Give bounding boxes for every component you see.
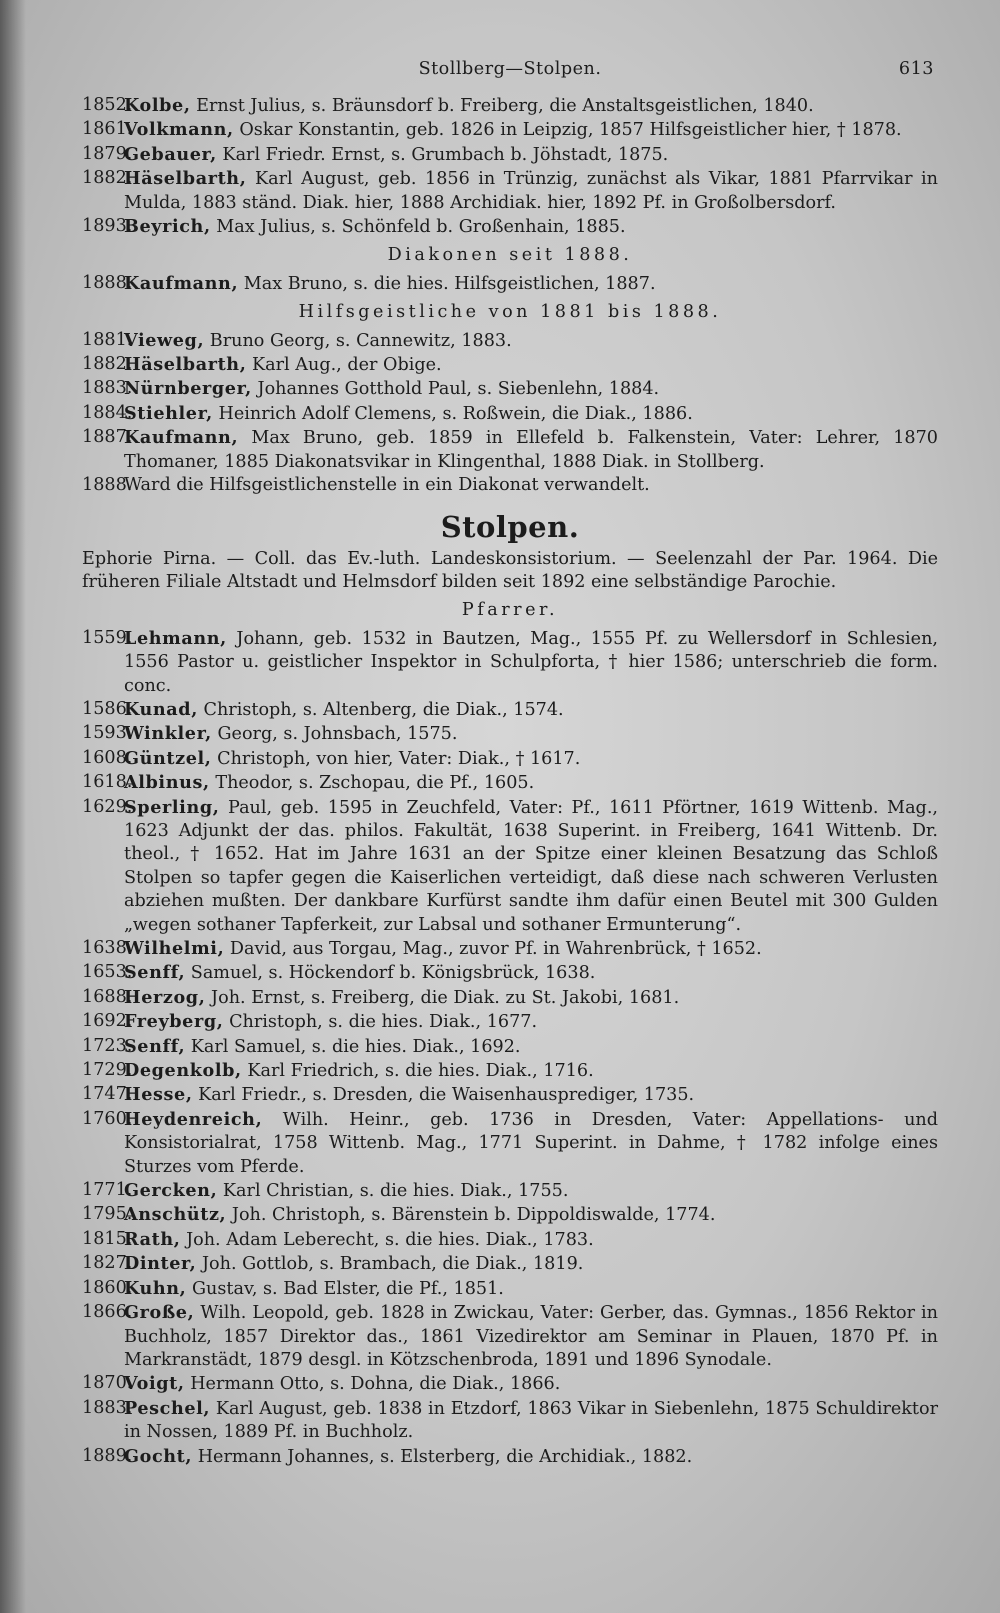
- entry-year: 1559.: [82, 627, 133, 648]
- entry-name: Vieweg,: [124, 329, 205, 351]
- entry-text: Samuel, s. Höckendorf b. Königsbrück, 1638.: [190, 963, 596, 984]
- entry-year: 1747.: [82, 1084, 133, 1105]
- entry-name: Kuhn,: [124, 1277, 187, 1299]
- entry-text: Max Bruno, geb. 1859 in Ellefeld b. Falkenstein, Vater: Lehrer, 1870 Thomaner, 1885 Diakonatsvikar in Klingenthal, 1888 Diak. in Stollberg.: [124, 428, 938, 472]
- entry-name: Herzog,: [124, 986, 206, 1008]
- entry: [82, 1252, 938, 1276]
- entry-year: 1638.: [82, 938, 133, 958]
- entry-name: Degenkolb,: [124, 1060, 242, 1082]
- stollberg-archidiakonen-list: [82, 94, 938, 239]
- pfarrer-list: [82, 627, 938, 1469]
- entry-text: Georg, s. Johnsbach, 1575.: [217, 724, 458, 745]
- diakonen-list: [82, 272, 938, 296]
- entry: [82, 1372, 938, 1396]
- entry: [82, 1010, 938, 1034]
- page-number: 613: [898, 59, 934, 79]
- entry-name: Albinus,: [124, 772, 210, 794]
- entry: [82, 272, 938, 296]
- entry-text: David, aus Torgau, Mag., zuvor Pf. in Wahrenbrück, † 1652.: [229, 939, 762, 959]
- entry-year: 1866.: [82, 1302, 133, 1323]
- entry: [82, 698, 938, 722]
- entry: [82, 402, 938, 426]
- entry-year: 1618.: [82, 772, 133, 793]
- entry-year: 1883.: [82, 378, 133, 399]
- entry: [82, 747, 938, 771]
- entry-text: Karl Samuel, s. die hies. Diak., 1692.: [190, 1036, 521, 1057]
- entry-name: Gebauer,: [124, 143, 217, 165]
- stolpen-title: Stolpen.: [440, 509, 580, 544]
- entry: [82, 796, 938, 937]
- entry-name: Gercken,: [124, 1180, 218, 1202]
- entry-year: 1653.: [82, 962, 133, 983]
- entry-name: Wilhelmi,: [124, 938, 225, 959]
- entry-text: Max Bruno, s. die hies. Hilfsgeistlichen, 1887.: [243, 273, 656, 294]
- entry-text: Joh. Gottlob, s. Brambach, die Diak., 1819.: [201, 1254, 584, 1275]
- entry-text: Bruno Georg, s. Cannewitz, 1883.: [209, 330, 512, 351]
- entry-text: Wilh. Leopold, geb. 1828 in Zwickau, Vater: Gerber, das. Gymnas., 1856 Rektor in Buchholz, 1857 Direktor das., 1861 Vizedirektor am Seminar in Plauen, 1870 Pf. in Markranstädt, 1879 desgl. in Kötzschenbroda, 1891 und 1896 Synodale.: [124, 1303, 938, 1370]
- header-title: Stollberg—Stolpen.: [418, 59, 602, 79]
- entry-year: 1852.: [82, 95, 133, 115]
- entry: [82, 1301, 938, 1372]
- entry-name: Freyberg,: [124, 1011, 224, 1033]
- entry-text: Karl August, geb. 1856 in Trünzig, zunächst als Vikar, 1881 Pfarrvikar in Mulda, 1883 ständ. Diak. hier, 1888 Archidiak. hier, 1892 Pf. in Großolbersdorf.: [124, 169, 938, 213]
- entry-text: Joh. Christoph, s. Bärenstein b. Dippoldiswalde, 1774.: [231, 1205, 716, 1226]
- entry: [82, 1228, 938, 1252]
- entry-name: Häselbarth,: [124, 354, 247, 376]
- entry-text: Christoph, s. die hies. Diak., 1677.: [229, 1012, 538, 1033]
- entry-year: 1893.: [82, 216, 133, 237]
- entry-name: Nürnberger,: [124, 378, 252, 400]
- entry: [82, 353, 938, 377]
- entry-name: Sperling,: [124, 796, 220, 818]
- entry: [82, 1108, 938, 1179]
- entry-text: Ernst Julius, s. Bräunsdorf b. Freiberg, die Anstaltsgeistlichen, 1840.: [196, 96, 814, 116]
- entry: [82, 1179, 938, 1203]
- entry-text: Karl Friedrich, s. die hies. Diak., 1716.: [247, 1061, 594, 1082]
- entry-text: Theodor, s. Zschopau, die Pf., 1605.: [215, 773, 535, 794]
- entry-name: Volkmann,: [124, 119, 234, 141]
- entry-year: 1888.: [82, 475, 133, 496]
- entry-text: Karl Friedr. Ernst, s. Grumbach b. Jöhstadt, 1875.: [222, 144, 669, 165]
- entry: [82, 167, 938, 215]
- entry: [82, 1445, 938, 1469]
- entry: [82, 94, 938, 118]
- entry-year: 1889.: [82, 1445, 133, 1466]
- entry-text: Joh. Adam Leberecht, s. die hies. Diak., 1783.: [186, 1229, 594, 1250]
- entry: [82, 474, 938, 497]
- entry-text: Heinrich Adolf Clemens, s. Roßwein, die Diak., 1886.: [218, 403, 693, 424]
- entry-name: Gocht,: [124, 1445, 193, 1467]
- entry-text: Max Julius, s. Schönfeld b. Großenhain, 1885.: [216, 217, 626, 238]
- entry-name: Lehmann,: [124, 627, 227, 649]
- entry: [82, 771, 938, 795]
- entry-name: Kaufmann,: [124, 272, 239, 294]
- entry-year: 1692.: [82, 1011, 133, 1032]
- entry-year: 1629.: [82, 796, 133, 817]
- entry-year: 1760.: [82, 1108, 133, 1129]
- entry-year: 1688.: [82, 986, 133, 1007]
- entry: [82, 627, 938, 698]
- entry: [82, 118, 938, 142]
- entry-year: 1593.: [82, 723, 133, 744]
- entry-year: 1879.: [82, 143, 133, 164]
- entry-year: 1881.: [82, 329, 133, 350]
- entry-text: Paul, geb. 1595 in Zeuchfeld, Vater: Pf., 1611 Pförtner, 1619 Wittenb. Mag., 1623 Adjunkt der das. philos. Fakultät, 1638 Superint. in Freiberg, 1641 Wittenb. Dr. theol., † 1652. Hat im Jahre 1631 an der Spitze einer kleinen Besatzung das Schloß Stolpen so tapfer gegen die Kaiserlichen verteidigt, daß diese nach schweren Verlusten abziehen mußten. Der dankbare Kurfürst sandte ihm dafür einen Beutel mit 300 Gulden „wegen sothaner Tapferkeit, zur Labsal und sothaner Ermunterung“.: [124, 797, 939, 935]
- entry-text: Karl August, geb. 1838 in Etzdorf, 1863 Vikar in Siebenlehn, 1875 Schuldirektor in Nossen, 1889 Pf. in Buchholz.: [124, 1398, 938, 1443]
- entry-year: 1870.: [82, 1373, 133, 1394]
- entry-year: 1815.: [82, 1228, 133, 1249]
- entry-year: 1861.: [82, 119, 133, 140]
- entry-name: Voigt,: [124, 1373, 185, 1395]
- entry-name: Hesse,: [124, 1084, 193, 1106]
- entry-name: Winkler,: [124, 723, 212, 745]
- running-header: [82, 58, 938, 88]
- entry-year: 1827.: [82, 1253, 133, 1274]
- pfarrer-heading: Pfarrer.: [461, 600, 559, 621]
- entry-name: Dinter,: [124, 1253, 197, 1275]
- entry-year: 1888.: [82, 272, 133, 293]
- hilfsgeistliche-heading: Hilfsgeistliche von 1881 bis 1888.: [298, 302, 722, 323]
- entry-year: 1586.: [82, 698, 133, 719]
- entry-text: Karl Christian, s. die hies. Diak., 1755.: [222, 1181, 569, 1202]
- entry: [82, 986, 938, 1010]
- entry-text: Karl Aug., der Obige.: [252, 355, 442, 376]
- entry: [82, 961, 938, 985]
- entry-year: 1795.: [82, 1204, 133, 1225]
- entry-year: 1883.: [82, 1397, 133, 1418]
- entry-year: 1882.: [82, 168, 133, 189]
- entry-text: Johann, geb. 1532 in Bautzen, Mag., 1555 Pf. zu Wellersdorf in Schlesien, 1556 Pastor u. geistlicher Inspektor in Schulpforta, † hier 1586; unterschrieb die form. conc.: [124, 628, 939, 696]
- entry-text: Wilh. Heinr., geb. 1736 in Dresden, Vater: Appellations- und Konsistorialrat, 1758 Wittenb. Mag., 1771 Superint. in Dahme, † 1782 infolge eines Sturzes vom Pferde.: [124, 1109, 939, 1177]
- entry-text: Karl Friedr., s. Dresden, die Waisenhausprediger, 1735.: [198, 1085, 695, 1106]
- entry-text: Oskar Konstantin, geb. 1826 in Leipzig, 1857 Hilfsgeistlicher hier, † 1878.: [239, 120, 902, 141]
- entry-name: Anschütz,: [124, 1204, 227, 1226]
- entry: [82, 1083, 938, 1107]
- entry-year: 1887.: [82, 427, 133, 448]
- entry: [82, 1277, 938, 1301]
- entry-name: Peschel,: [124, 1397, 211, 1419]
- entry-name: Kolbe,: [124, 95, 191, 116]
- entry-name: Häselbarth,: [124, 168, 247, 190]
- entry-text: Johannes Gotthold Paul, s. Siebenlehn, 1884.: [257, 379, 660, 400]
- entry-text: Ward die Hilfsgeistlichenstelle in ein Diakonat verwandelt.: [124, 475, 650, 496]
- entry-year: 1882.: [82, 354, 133, 375]
- entry-name: Beyrich,: [124, 216, 211, 238]
- entry-name: Heydenreich,: [124, 1108, 263, 1130]
- entry-text: Hermann Johannes, s. Elsterberg, die Archidiak., 1882.: [197, 1446, 693, 1467]
- entry: [82, 377, 938, 401]
- entry: [82, 1397, 938, 1445]
- entry-name: Güntzel,: [124, 747, 212, 769]
- entry-name: Rath,: [124, 1228, 181, 1250]
- entry: [82, 426, 938, 474]
- stolpen-intro: Ephorie Pirna. — Coll. das Ev.-luth. Landeskonsistorium. — Seelenzahl der Par. 1964. Die früheren Filiale Altstadt und Helmsdorf bilden seit 1892 eine selbständige Parochie.: [82, 548, 938, 592]
- entry-name: Große,: [124, 1302, 195, 1324]
- entry-text: Joh. Ernst, s. Freiberg, die Diak. zu St. Jakobi, 1681.: [211, 987, 680, 1008]
- entry-text: Christoph, s. Altenberg, die Diak., 1574.: [203, 699, 564, 720]
- entry-year: 1608.: [82, 747, 133, 768]
- entry-year: 1723.: [82, 1035, 133, 1056]
- entry-name: Kunad,: [124, 698, 198, 720]
- entry-name: Stiehler,: [124, 402, 213, 424]
- entry: [82, 1203, 938, 1227]
- entry-text: Hermann Otto, s. Dohna, die Diak., 1866.: [190, 1374, 561, 1395]
- entry: [82, 215, 938, 239]
- entry-year: 1860.: [82, 1277, 133, 1298]
- entry-year: 1771.: [82, 1180, 133, 1201]
- entry-text: Christoph, von hier, Vater: Diak., † 1617.: [217, 748, 581, 769]
- entry: [82, 937, 938, 961]
- entry: [82, 143, 938, 167]
- entry: [82, 329, 938, 353]
- entry-year: 1729.: [82, 1060, 133, 1081]
- entry-text: Gustav, s. Bad Elster, die Pf., 1851.: [192, 1278, 504, 1299]
- entry: [82, 1035, 938, 1059]
- entry-name: Senff,: [124, 962, 186, 984]
- entry-year: 1884.: [82, 402, 133, 423]
- entry-name: Senff,: [124, 1035, 186, 1057]
- entry-name: Kaufmann,: [124, 427, 239, 449]
- entry: [82, 722, 938, 746]
- diakonen-heading: Diakonen seit 1888.: [387, 245, 633, 266]
- hilfsgeistliche-list: [82, 329, 938, 498]
- entry: [82, 1059, 938, 1083]
